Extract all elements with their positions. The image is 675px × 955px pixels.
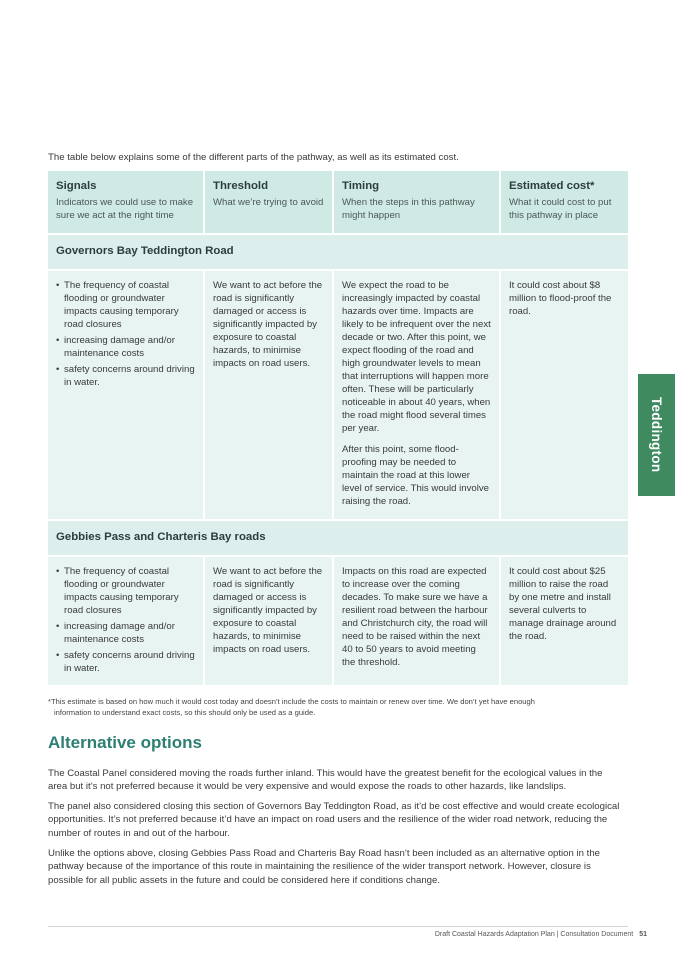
cost-cell: It could cost about $25 million to raise the road by one metre and install several culverts to manage drainage around the road. [509,566,617,642]
section-title-gebbies-pass: Gebbies Pass and Charteris Bay roads [48,519,628,555]
header-title: Timing [342,180,380,192]
timing-paragraph: After this point, some flood-proofing may be needed to maintain the road at this lower level of service. This would involve raising the road. [342,444,489,507]
timing-paragraph: We expect the road to be increasingly impacted by coastal hazards over time. Impacts are likely to be infrequent over the next decade or two. After this point, we expect flooding of the road and high groundwater levels to mean that interruptions will happen more often. These will be particularly noticeable in about 40 years, when the road might flood several times per year. [342,280,491,434]
page-footer [435,931,647,938]
list-item: • increasing damage and/or maintenance costs [56,334,195,360]
intro-text: The table below explains some of the different parts of the pathway, as well as its estimated cost. [48,152,459,163]
signals-list [56,565,195,675]
list-item: • The frequency of coastal flooding or groundwater impacts causing temporary road closures [56,565,195,617]
header-title: Signals [56,180,97,192]
section-side-tab[interactable] [638,374,675,496]
side-tab-label: Teddington [649,397,664,473]
footnote [48,696,628,718]
header-signals [48,171,205,233]
threshold-cell: We want to act before the road is significantly damaged or access is significantly impacted by exposure to coastal hazards, to minimise impacts on road users. [205,271,334,519]
signals-cell [48,271,205,519]
header-subtitle: When the steps in this pathway might happen [342,197,475,221]
list-item: • safety concerns around driving in water. [56,363,195,389]
footer-text: Draft Coastal Hazards Adaptation Plan | Consultation Document [434,931,634,938]
list-item: • The frequency of coastal flooding or groundwater impacts causing temporary road closures [56,279,195,331]
threshold-cell: We want to act before the road is significantly damaged or access is significantly impacted by exposure to coastal hazards, to minimise impacts on road users. [205,557,334,685]
header-estimated-cost [501,171,628,233]
footnote-line: information to understand exact costs, so this should only be used as a guide. [54,708,316,717]
alternative-options-heading: Alternative options [48,733,202,752]
paragraph: The panel also considered closing this section of Governors Bay Teddington Road, as it’d be cost effective and would create ecological opportunities. It’s not preferred because it’d have an impact on road users and the resilience of the wider road network, reducing the number of routes in and out of the harbour. [48,801,620,839]
page-number: 51 [639,931,647,938]
signals-cell [48,557,205,685]
timing-cell: Impacts on this road are expected to increase over the coming decades. To make sure we have a resilient road between the harbour and Christchurch city, the road will need to be raised within the next 40 to 50 years to avoid meeting the threshold. [334,557,501,685]
pathway-table [48,171,628,685]
list-item: • increasing damage and/or maintenance costs [56,620,195,646]
footer-divider [48,926,628,927]
section-title-governors-bay: Governors Bay Teddington Road [48,233,628,269]
table-header-row [48,171,628,233]
paragraph: The Coastal Panel considered moving the roads further inland. This would have the greatest benefit for the ecological values in the area but it’s not preferred because it would be very expensive and would expose the roads to other hazards, like landslips. [48,768,603,793]
header-subtitle: What it could cost to put this pathway in place [509,197,612,221]
list-item: • safety concerns around driving in water. [56,649,195,675]
header-subtitle: Indicators we could use to make sure we act at the right time [56,197,194,221]
cost-cell: It could cost about $8 million to flood-proof the road. [509,280,612,317]
timing-cell [334,271,501,519]
signals-list [56,279,195,389]
footnote-line: *This estimate is based on how much it would cost today and doesn’t include the costs to maintain or renew over time. We don’t yet have enough [48,697,535,706]
table-row [48,269,628,519]
header-threshold [205,171,334,233]
header-title: Estimated cost* [509,180,595,192]
paragraph: Unlike the options above, closing Gebbies Pass Road and Charteris Bay Road hasn’t been included as an alternative option in the pathway because of the importance of this route in maintaining the resilience of the wider transport network. However, closure is possible for all public assets in the future and could be considered here if conditions change. [48,848,600,886]
table-row [48,555,628,685]
header-title: Threshold [213,180,269,192]
header-subtitle: What we’re trying to avoid [213,197,324,208]
header-timing [334,171,501,233]
